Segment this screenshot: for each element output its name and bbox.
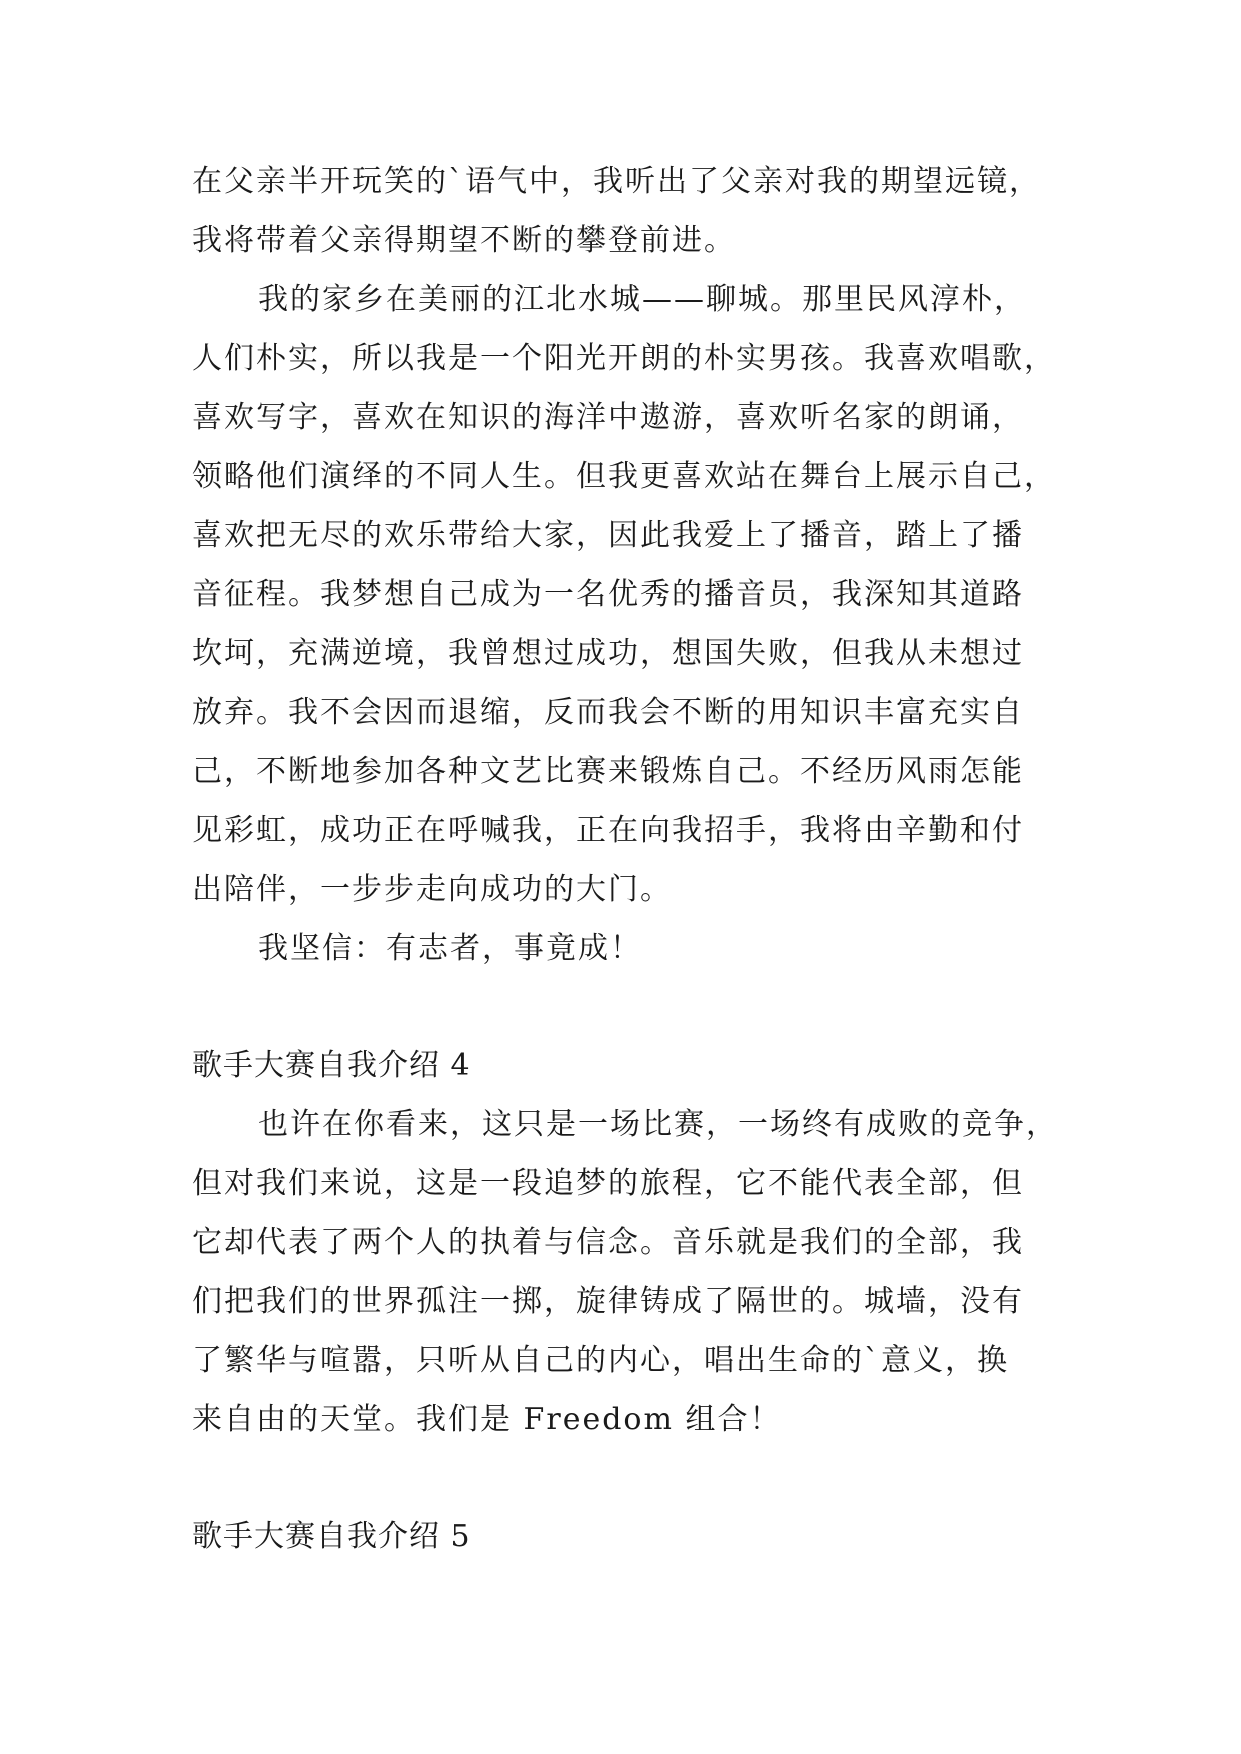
text-line: 领略他们演绎的不同人生。但我更喜欢站在舞台上展示自己， [192,459,1056,494]
text-line: 来自由的天堂。我们是 Freedom 组合！ [192,1402,782,1437]
document-body [192,152,1062,1566]
text-line: 但对我们来说，这是一段追梦的旅程，它不能代表全部，但 [192,1166,1024,1201]
text-line: 放弃。我不会因而退缩，反而我会不断的用知识丰富充实自 [192,695,1024,730]
text-line: 人们朴实，所以我是一个阳光开朗的朴实男孩。我喜欢唱歌， [192,341,1056,376]
text-line: 也许在你看来，这只是一场比赛，一场终有成败的竞争， [258,1107,1058,1142]
text-line: 己，不断地参加各种文艺比赛来锻炼自己。不经历风雨怎能 [192,754,1024,789]
text-line: 喜欢把无尽的欢乐带给大家，因此我爱上了播音，踏上了播 [192,518,1024,553]
paragraph-hometown [192,270,1062,919]
section-gap [192,978,1062,1036]
text-line: 音征程。我梦想自己成为一名优秀的播音员，我深知其道路 [192,577,1024,612]
text-line: 喜欢写字，喜欢在知识的海洋中遨游，喜欢听名家的朗诵， [192,400,1024,435]
text-line: 坎坷，充满逆境，我曾想过成功，想国失败，但我从未想过 [192,636,1024,671]
paragraph-belief [192,919,1062,978]
text-line: 我坚信：有志者，事竟成！ [258,931,642,966]
paragraph-father-expectation [192,152,1062,270]
text-line: 我的家乡在美丽的江北水城——聊城。那里民风淳朴， [258,282,1026,317]
section-heading-5: 歌手大赛自我介绍 5 [192,1519,471,1554]
text-line: 见彩虹，成功正在呼喊我，正在向我招手，我将由辛勤和付 [192,813,1024,848]
text-line: 我将带着父亲得期望不断的攀登前进。 [192,223,736,258]
paragraph-freedom-group [192,1095,1062,1449]
text-line: 它却代表了两个人的执着与信念。音乐就是我们的全部，我 [192,1225,1024,1260]
section-heading-4: 歌手大赛自我介绍 4 [192,1048,471,1083]
text-line: 出陪伴，一步步走向成功的大门。 [192,872,672,907]
text-line: 们把我们的世界孤注一掷，旋律铸成了隔世的。城墙，没有 [192,1284,1024,1319]
section-gap [192,1449,1062,1507]
text-line: 了繁华与喧嚣，只听从自己的内心，唱出生命的`意义，换 [192,1343,1009,1378]
text-line: 在父亲半开玩笑的`语气中，我听出了父亲对我的期望远镜， [192,164,1041,199]
